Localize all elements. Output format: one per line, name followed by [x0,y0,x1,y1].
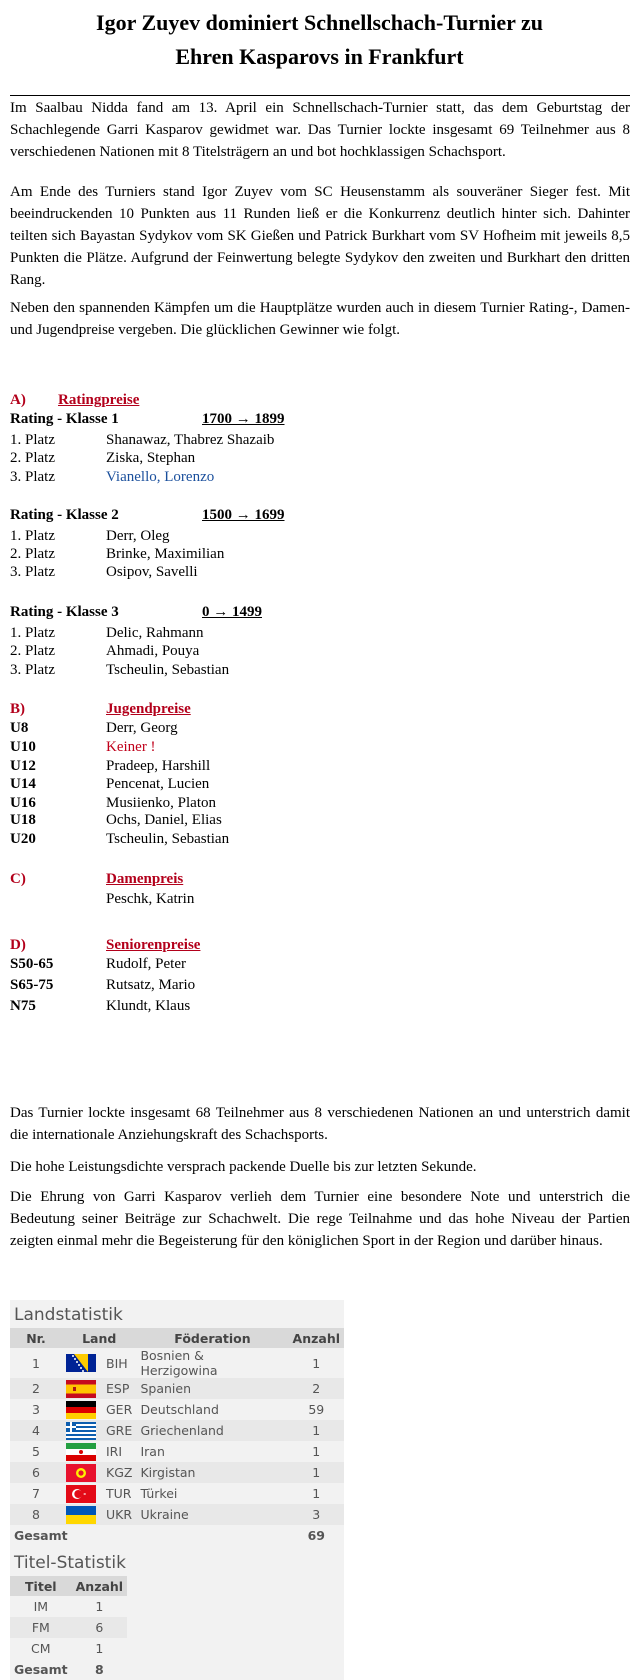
section-c-title: Damenpreis [106,871,184,887]
kgz-flag-icon [66,1464,96,1482]
title-statistics-title: Titel-Statistik [14,1553,126,1573]
title-line-1: Igor Zuyev dominiert Schnellschach-Turnier zu [96,10,543,35]
prize-row: 1. Platz Shanawaz, Thabrez Shazaib [10,432,275,448]
rating-class-1-name: Rating - Klasse 1 [10,411,119,427]
prize-row: Peschk, Katrin [106,891,195,907]
section-b-title: Jugendpreise [106,701,191,717]
rating-class-1-range: 1700 → 1899 [202,411,285,427]
title-statistics-table [10,1576,127,1680]
table-row: FM 6 [10,1617,127,1638]
table-row: 4 GRE Griechenland 1 [10,1420,344,1441]
prize-row: 1. Platz Delic, Rahmann [10,625,204,641]
prize-row: N75 Klundt, Klaus [10,998,191,1014]
intro-paragraph-3: Neben den spannenden Kämpfen um die Hauptplätze wurden auch in diesem Turnier Rating-, Damen- und Jugendpreise vergeben. Die glücklichen Gewinner wie folgt. [10,300,630,338]
prize-row: 3. Platz Vianello, Lorenzo [10,469,215,485]
prize-row: U14 Pencenat, Lucien [10,776,210,792]
prize-row: 2. Platz Ahmadi, Pouya [10,643,200,659]
table-row: IM 1 [33,1599,104,1614]
section-b-letter: B) [10,701,25,717]
keiner-text: Keiner ! [106,739,156,755]
prize-row: U20 Tscheulin, Sebastian [10,831,230,847]
esp-flag-icon [66,1380,96,1398]
intro-paragraph-2: Am Ende des Turniers stand Igor Zuyev vom SC Heusenstamm als souveräner Sieger fest. Mit beeindruckenden 10 Punkten aus 11 Runden ließ er die Konkurrenz deutlich hinter sich. Dahinter teilten sich Bayastan Sydykov vom SK Gießen und Patrick Burkhart vom SV Hofheim mit jeweils 8,5 Punkten die Plätze. Aufgrund der Feinwertung belegte Sydykov den zweiten und Burkhart den dritten Rang. [10,184,630,288]
table-row: 1 BIH Bosnien & Herzigowina 1 [32,1348,321,1378]
title-line-2: Ehren Kasparovs in Frankfurt [175,44,464,69]
ukr-flag-icon [66,1506,96,1524]
table-row: CM 1 [31,1641,104,1656]
section-a-title: Ratingpreise [58,392,140,408]
rating-class-3-range: 0 → 1499 [202,604,262,620]
prize-row: 2. Platz Brinke, Maximilian [10,546,225,562]
table-header-row: Nr. Land Föderation Anzahl [10,1328,344,1348]
outro-paragraph-3: Die Ehrung von Garri Kasparov verlieh dem Turnier eine besondere Note und unterstrich die Bedeutung seiner Beiträge zur Schachwelt. Die rege Teilnahme und das hohe Niveau der Partien zeigten einmal mehr die Begeisterung für den königlichen Sport in der Region und darüber hinaus. [10,1189,630,1249]
prize-row: U16 Musiienko, Platon [10,795,217,811]
prize-row: U12 Pradeep, Harshill [10,758,211,774]
table-header-row: Titel Anzahl [10,1576,127,1596]
tur-flag-icon [66,1485,96,1503]
section-a-heading [10,390,139,410]
bih-flag-icon [66,1354,96,1372]
ger-flag-icon [66,1401,96,1419]
prize-row: U18 Ochs, Daniel, Elias [10,812,222,828]
section-d-heading [10,935,200,955]
table-row: 2 ESP Spanien 2 [10,1378,344,1399]
title-divider [10,95,630,96]
table-row: 3 GER Deutschland 59 [32,1402,325,1417]
prize-row: 2. Platz Ziska, Stephan [10,450,196,466]
outro-paragraph-2: Die hohe Leistungsdichte versprach packende Duelle bis zur letzten Sekunde. [10,1159,477,1175]
article-title [0,6,639,74]
table-row: 6 KGZ Kirgistan 1 [10,1462,344,1483]
rating-class-2-heading [10,505,285,525]
table-total-row: Gesamt 69 [14,1528,325,1543]
rating-class-2-range: 1500 → 1699 [202,507,285,523]
prize-row: 1. Platz Derr, Oleg [10,528,170,544]
section-b-heading [10,699,191,719]
table-row: 8 UKR Ukraine 3 [10,1504,344,1525]
prize-row: 3. Platz Tscheulin, Sebastian [10,662,230,678]
section-d-letter: D) [10,937,26,953]
land-statistics-panel [10,1300,344,1680]
section-a-letter: A) [10,392,26,408]
section-c-letter: C) [10,871,26,887]
rating-class-1-heading [10,409,285,429]
prize-row: U8 Derr, Georg [10,720,178,736]
rating-class-2-name: Rating - Klasse 2 [10,507,119,523]
intro-paragraph-1: Im Saalbau Nidda fand am 13. April ein Schnellschach-Turnier statt, das dem Geburtstag der Schachlegende Garri Kasparov gewidmet war. Das Turnier lockte insgesamt 69 Teilnehmer aus 8 verschiedenen Nationen mit 8 Titelsträgern an und bot hochklassigen Schachsport. [10,100,630,160]
table-row: 7 TUR Türkei 1 [32,1486,321,1501]
prize-row: S65-75 Rutsatz, Mario [10,977,196,993]
section-d-title: Seniorenpreise [106,937,201,953]
iri-flag-icon [66,1443,96,1461]
table-row: 5 IRI Iran 1 [32,1444,321,1459]
rating-class-3-heading [10,602,262,622]
prize-row: S50-65 Rudolf, Peter [10,956,186,972]
prize-row: 3. Platz Osipov, Savelli [10,564,198,580]
land-statistics-table [10,1328,344,1546]
section-c-heading [10,869,183,889]
gre-flag-icon [66,1422,96,1440]
outro-paragraph-1: Das Turnier lockte insgesamt 68 Teilnehmer aus 8 verschiedenen Nationen an und unterstrich damit die internationale Anziehungskraft des Schachsports. [10,1105,630,1143]
table-total-row: Gesamt 8 [14,1662,104,1677]
rating-class-3-name: Rating - Klasse 3 [10,604,119,620]
prize-row: U10 Keiner ! [10,739,156,755]
land-statistics-title: Landstatistik [14,1305,123,1325]
vianello-link[interactable]: Vianello, Lorenzo [106,469,215,485]
